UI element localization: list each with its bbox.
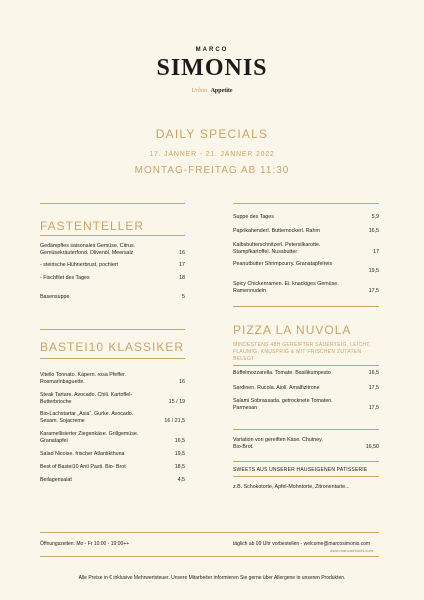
item-name: Gedämpftes saisonales Gemüse. Citrus. Gemüsekräuterfond. Olivenöl. Meersalz [40,243,136,256]
item-name: Peanutbutter Shrimpcurry. Granatapfelreis [233,261,333,267]
item-price: 17,5 [368,288,379,294]
item-price: 16,5 [368,228,379,234]
page-title: DAILY SPECIALS [155,127,269,141]
item-price: 19,5 [368,268,379,274]
divider [233,203,379,204]
item-price: 18 [179,275,185,281]
tagline [0,88,424,94]
item-name: Kalbsbutterschnitzerl. Petersilkarotte. Stampfkartoffel. Nussbutter [233,242,321,255]
menu-item [40,411,185,425]
item-name: Salami Sobrassada. getrocknete Tomaten. Parmesan [233,398,333,411]
sweets-text: z.B. Schokotorte, Apfel-Mohntorte, Zitronentarte... [233,484,350,490]
menu-item [233,261,379,274]
item-price: 5,9 [371,214,379,220]
item-name: Best of Bastei10 Anti Pasti. Bio- Brot [40,464,126,470]
item-name: Steak Tartare. Avocado. Chili. Kartoffel- Butterbrioche [40,392,133,405]
divider [40,203,185,204]
item-price: 4,5 [177,477,185,483]
item-price: 17 [373,249,379,255]
preorder-note: täglich ab 09 Uhr vorbestellen - welcome@marcosimonis.com [233,541,371,547]
divider [40,358,185,359]
item-price: 17,5 [368,385,379,391]
item-name: Salad Nicoise. frischer Atlantikthuna [40,451,125,457]
item-price: 16 / 21,5 [164,418,185,424]
item-name: Bio-Lachstartar „Asia“. Gurke. Avocado. Sesam. Sojacreme [40,411,134,424]
divider [233,476,379,477]
divider [40,329,185,330]
item-name: - Fischfilet des Tages [40,275,90,281]
item-name: Sardinen. Rucola. Aioli. Amalfizitrone [233,385,320,391]
item-price: 16 [179,379,185,385]
menu-item [233,370,379,377]
item-name: Suppe des Tages [233,214,274,220]
menu-item [233,385,379,392]
item-name: Büffelmozzarella. Tomate. Basilikumpesto [233,370,331,376]
tagline-1: Urban [191,88,208,94]
date-range: 17. JÄNNER - 21. JÄNNER 2022 [149,151,275,158]
item-name: Variation von gereiften Käse. Chutney. Bio-Brot. [233,437,323,450]
menu-item [233,281,379,295]
menu-item [40,262,185,269]
item-price: 18,5 [174,464,185,470]
item-price: 16,5 [368,370,379,376]
menu-item [233,398,379,412]
item-name: Spicy Chickenramen. Ei. knackiges Gemüse. Ramennudeln [233,281,339,294]
divider [40,556,379,557]
menu-item [40,294,185,301]
item-price: 16,5 [174,438,185,444]
item-name: - steirische Hühnerbrust, pochiert [40,262,119,268]
divider [233,429,379,430]
brand-top: MARCO [195,47,229,53]
website-link[interactable]: www.marcosimonis.com [330,548,373,553]
legal-note: Alle Preise in € inklusive Mehrwertsteuer. Unsere Mitarbeiter informieren Sie gerne über Allergene in unseren Produkten. [78,575,346,581]
pizza-subtitle: MINDESTENS 48H GEREIFTER SAUERTEIG, LEICHT, FLAUMIG, KNUSPRIG & MIT FRISCHEN ZUTATEN BELEGT [233,342,371,362]
menu-item [40,451,185,458]
item-name: Paprikahenderl. Butternockerl. Rahm [233,228,320,234]
sweets-title: SWEETS AUS UNSERER HAUSEIGENEN PATISSERIE [233,467,368,473]
divider [233,461,379,462]
klassiker-title: BASTEI10 KLASSIKER [40,340,185,354]
menu-item [233,437,379,451]
item-price: 16,50 [365,444,379,450]
divider [40,532,379,533]
menu-item [40,431,185,445]
menu-item [40,392,185,406]
item-price: 19,5 [174,451,185,457]
tagline-2: Appetite [210,88,233,94]
menu-item [40,372,185,386]
divider [233,306,379,307]
opening-hours: Öffnungszeiten: Mo - Fr 10:00 - 19:00++ [40,541,130,547]
item-price: 17,5 [368,405,379,411]
item-price: 15 / 19 [168,399,185,405]
item-price: 17 [179,262,185,268]
item-price: 5 [182,294,185,300]
menu-item [233,214,379,221]
menu-item [233,242,379,256]
pizza-title: PIZZA LA NUVOLA [233,323,352,337]
menu-item [40,477,185,484]
fastenteller-title: FASTENTELLER [40,219,145,233]
item-name: Vitello Tonnato. Kapern. rosa Pfeffer. Rosmarinbaguette. [40,372,126,385]
item-price: 16 [179,250,185,256]
menu-item [40,243,185,257]
item-name: Beilagensalat [40,477,72,483]
item-name: Karamellisierter Ziegenkäse. Grillgemüse. Granatapfel [40,431,139,444]
menu-item [40,275,185,282]
service-time: MONTAG-FREITAG AB 11:30 [134,165,290,176]
divider [40,235,185,236]
item-name: Basensuppe [40,294,70,300]
menu-item [40,464,185,471]
brand-logo: SIMONIS [156,55,268,81]
divider [233,365,379,366]
menu-item [233,228,379,235]
